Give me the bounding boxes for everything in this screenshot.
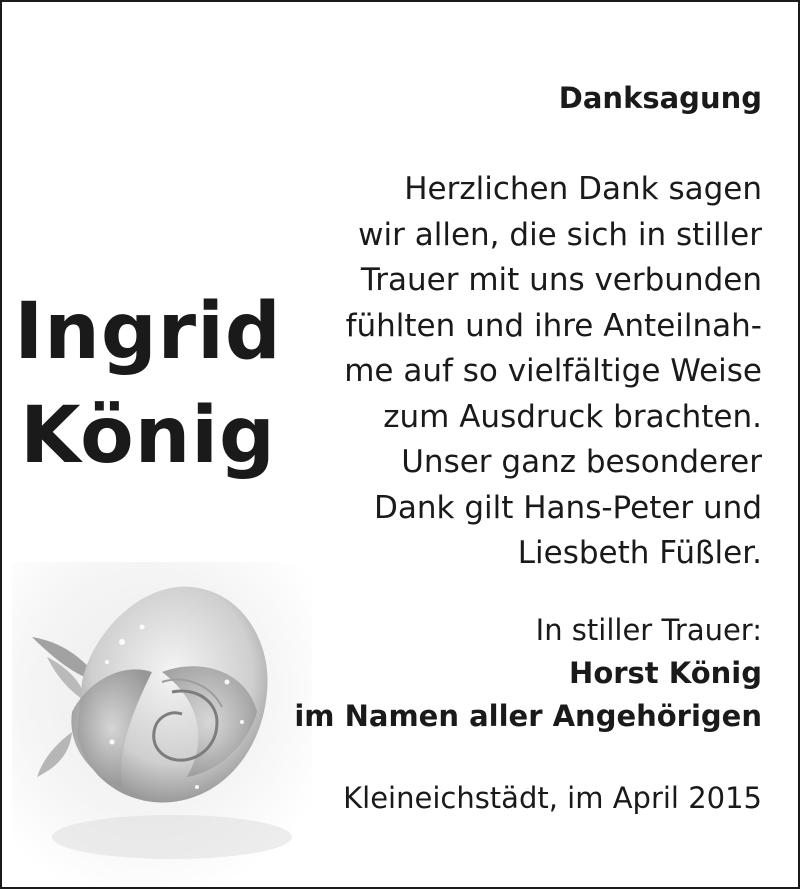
message-line: Herzlichen Dank sagen [404, 171, 762, 207]
message-line: Liesbeth Füßler. [517, 535, 762, 571]
message-line: fühlten und ihre Anteilnah- [345, 307, 762, 344]
signature-family: im Namen aller Angehörigen [294, 699, 762, 733]
deceased-name [2, 280, 294, 488]
heading: Danksagung [558, 81, 762, 115]
last-name: König [20, 391, 276, 481]
signature-name: Horst König [569, 656, 762, 690]
message-line: me auf so vielfältige Weise [344, 353, 762, 389]
signature-intro: In stiller Trauer: [535, 613, 762, 647]
place-date: Kleineichstädt, im April 2015 [343, 781, 762, 815]
rose-icon [12, 562, 312, 887]
message-line: Unser ganz besonderer [401, 444, 762, 480]
signature-block [294, 609, 762, 738]
first-name: Ingrid [14, 287, 282, 377]
message-line: wir allen, die sich in stiller [358, 216, 762, 253]
message-line: zum Ausdruck brachten. [383, 398, 762, 435]
thank-you-message [344, 167, 762, 577]
message-line: Dank gilt Hans-Peter und [374, 489, 762, 526]
message-line: Trauer mit uns verbunden [360, 262, 762, 298]
